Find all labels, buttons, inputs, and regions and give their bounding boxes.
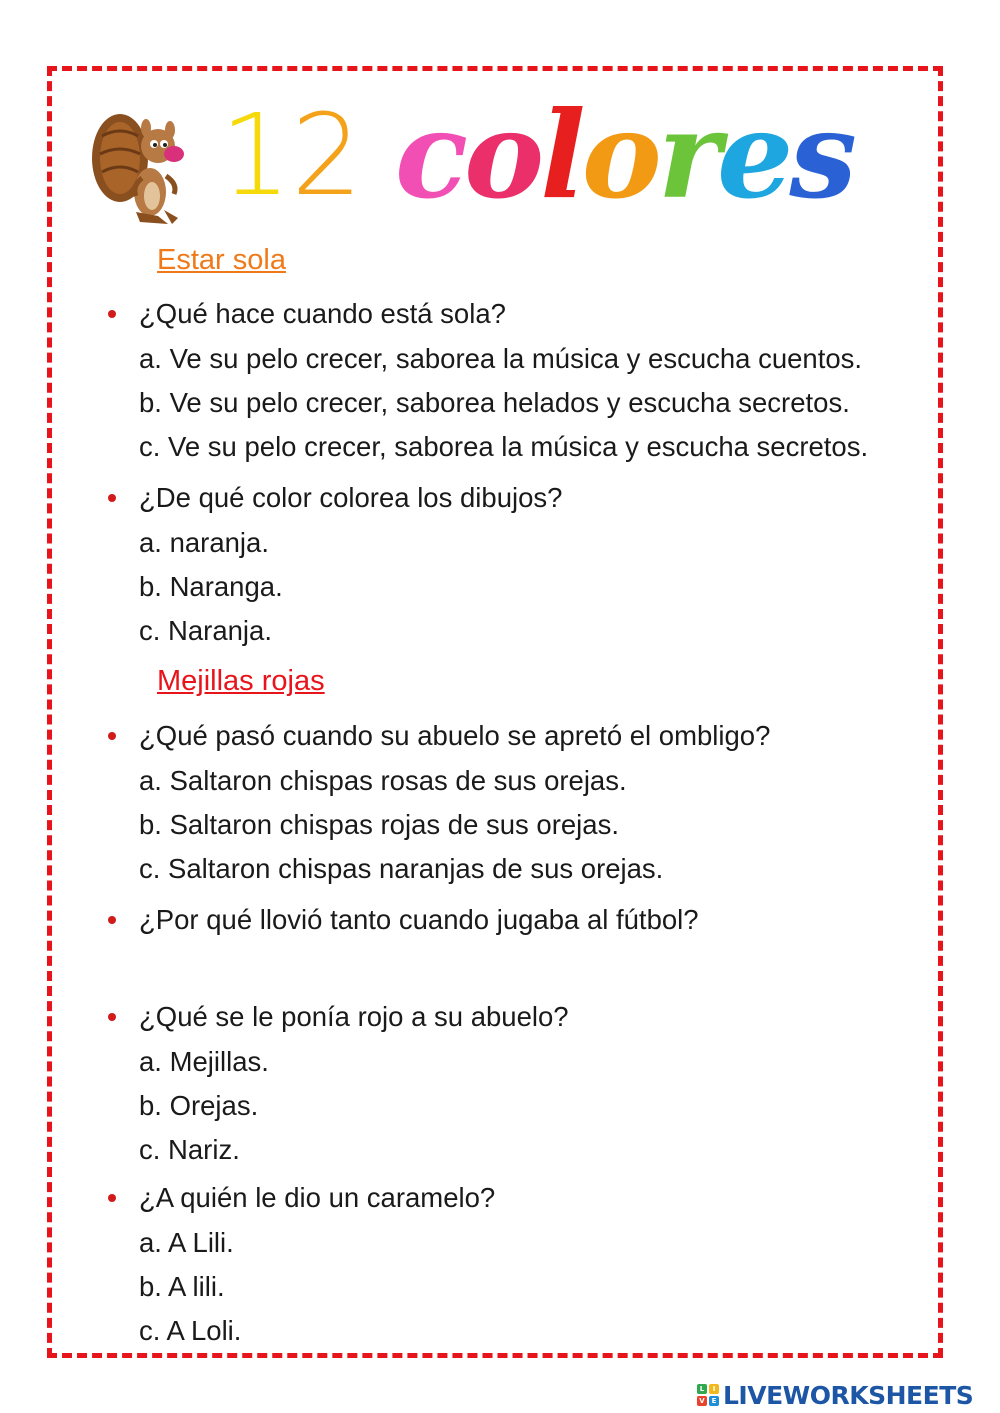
bullet-icon: [108, 494, 116, 502]
answer-option[interactable]: b. Ve su pelo crecer, saborea helados y escucha secretos.: [139, 387, 850, 418]
title-word-letter: l: [540, 85, 582, 226]
answer-option[interactable]: b. Naranga.: [139, 571, 283, 602]
section-title: Mejillas rojas: [157, 665, 325, 697]
logo-grid-cell: V: [697, 1396, 707, 1406]
title-word-letter: e: [717, 85, 790, 226]
question-text: ¿De qué color colorea los dibujos?: [139, 482, 563, 513]
question-text: ¿Qué pasó cuando su abuelo se apretó el ombligo?: [139, 720, 771, 751]
bullet-icon: [108, 1194, 116, 1202]
answer-option[interactable]: c. Ve su pelo crecer, saborea la música y escucha secretos.: [139, 431, 869, 462]
question-text: ¿Qué se le ponía rojo a su abuelo?: [139, 1001, 569, 1032]
bullet-icon: [108, 732, 116, 740]
logo-text: LIVEWORKSHEETS: [723, 1380, 974, 1410]
answer-option[interactable]: a. A Lili.: [139, 1227, 234, 1258]
answer-option[interactable]: a. Saltaron chispas rosas de sus orejas.: [139, 765, 627, 796]
answer-option[interactable]: b. Orejas.: [139, 1090, 259, 1121]
title-number-digit: 2: [291, 91, 363, 221]
answer-option[interactable]: b. A lili.: [139, 1271, 225, 1302]
answer-option[interactable]: c. Saltaron chispas naranjas de sus orejas.: [139, 853, 664, 884]
answer-option[interactable]: c. Nariz.: [139, 1134, 240, 1165]
title-number-digit: 1: [220, 91, 292, 221]
title-number: [220, 91, 363, 221]
title-word-letter: r: [657, 85, 717, 226]
logo-grid-cell: I: [709, 1384, 719, 1394]
answer-option[interactable]: a. naranja.: [139, 527, 269, 558]
question-text: ¿Qué hace cuando está sola?: [139, 298, 506, 329]
bullet-icon: [108, 916, 116, 924]
logo-grid-icon: [697, 1384, 719, 1406]
answer-option[interactable]: a. Ve su pelo crecer, saborea la música y escucha cuentos.: [139, 343, 863, 374]
answer-option[interactable]: c. Naranja.: [139, 615, 272, 646]
squirrel-icon: [88, 106, 190, 230]
bullet-icon: [108, 1013, 116, 1021]
answer-option[interactable]: b. Saltaron chispas rojas de sus orejas.: [139, 809, 619, 840]
title-word-letter: o: [464, 85, 541, 226]
section-title: Estar sola: [157, 244, 286, 276]
liveworksheets-logo: [697, 1380, 973, 1410]
answer-option[interactable]: c. A Loli.: [139, 1315, 242, 1346]
question-text: ¿Por qué llovió tanto cuando jugaba al fútbol?: [139, 904, 699, 935]
answer-option[interactable]: a. Mejillas.: [139, 1046, 269, 1077]
logo-grid-cell: E: [709, 1396, 719, 1406]
title-word: [395, 85, 853, 226]
logo-grid-cell: L: [697, 1384, 707, 1394]
question-text: ¿A quién le dio un caramelo?: [139, 1182, 496, 1213]
title-word-letter: s: [789, 85, 853, 226]
bullet-icon: [108, 310, 116, 318]
title-word-letter: c: [395, 85, 465, 226]
title-word-letter: o: [581, 85, 658, 226]
